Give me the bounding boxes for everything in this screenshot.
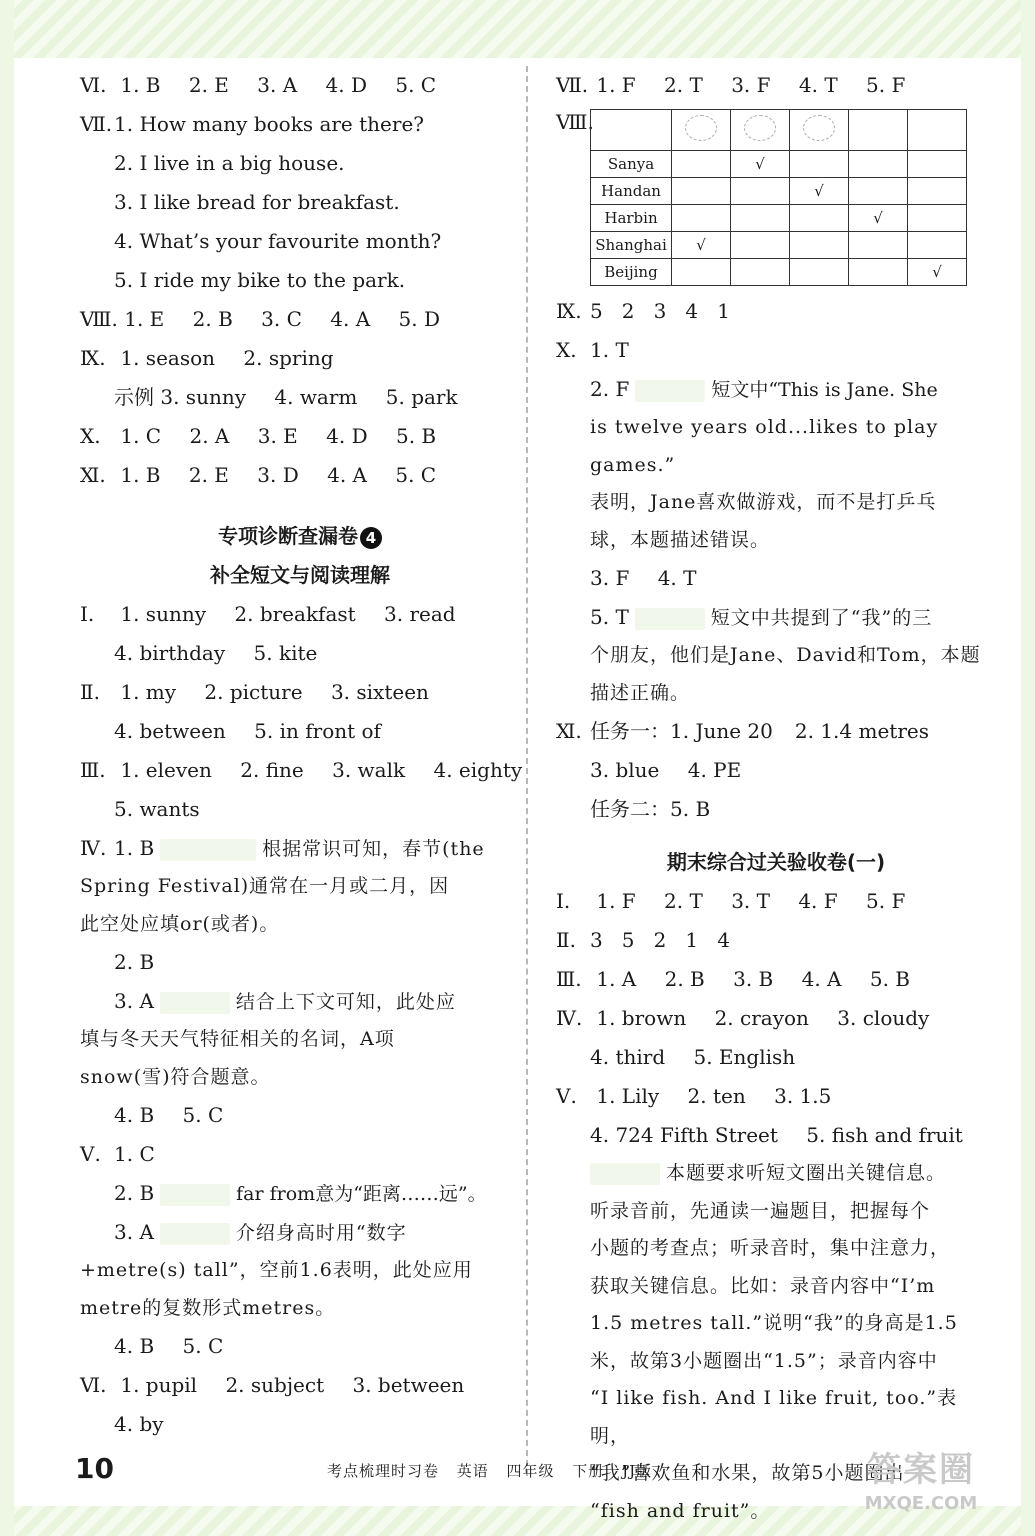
weather-table-header bbox=[591, 110, 967, 151]
explanation-line: +metre(s) tall”，空前1.6表明，此处应用 bbox=[80, 1259, 473, 1281]
city-cell: Shanghai bbox=[591, 232, 672, 259]
footer-book-title: 考点梳理时习卷 英语 四年级 下册 JJ版 bbox=[327, 1462, 653, 1480]
answer-row-vii-5: 5. I ride my bike to the park. bbox=[114, 268, 406, 292]
cloud-icon bbox=[685, 115, 717, 141]
answer-row-vii-3: 3. I like bread for breakfast. bbox=[114, 190, 400, 214]
answer-row-s5-q1: Ⅴ. 1. C bbox=[80, 1142, 155, 1166]
answer-row-s4-q1: Ⅳ. 1. B 根据常识可知，春节(the bbox=[80, 836, 485, 860]
explanation-line: 球，本题描述错误。 bbox=[590, 528, 771, 551]
analysis-tag bbox=[160, 1184, 230, 1206]
table-header-cell bbox=[908, 110, 967, 151]
table-row bbox=[591, 178, 967, 205]
check-mark: √ bbox=[696, 236, 706, 254]
answer-row-s5-q3: 3. A 介绍身高时用“数字 bbox=[114, 1220, 407, 1244]
explanation-line: snow(雪)符合题意。 bbox=[80, 1065, 271, 1088]
check-cell bbox=[849, 178, 908, 205]
check-cell bbox=[849, 205, 908, 232]
answer-row-p4-a: Ⅳ. 1. brown 2. crayon 3. cloudy bbox=[556, 1006, 930, 1030]
answer-row-r10-q2: 2. F 短文中“This is Jane. She bbox=[590, 377, 938, 401]
explanation-line: Spring Festival)通常在一月或二月，因 bbox=[80, 875, 450, 897]
explanation-line: “I like fish. And I like fruit, too.”表明， bbox=[590, 1387, 958, 1447]
page-border-top bbox=[0, 0, 1035, 58]
check-cell bbox=[672, 259, 731, 286]
table-header-cell bbox=[731, 110, 790, 151]
answer-row-ix-2: 示例 3. sunny 4. warm 5. park bbox=[114, 385, 458, 409]
answer-row-s4-q2: 2. B bbox=[114, 950, 155, 974]
check-cell bbox=[731, 178, 790, 205]
check-cell bbox=[849, 151, 908, 178]
check-cell bbox=[731, 205, 790, 232]
check-cell bbox=[790, 151, 849, 178]
column-divider bbox=[526, 66, 528, 1476]
analysis-tag bbox=[160, 839, 256, 861]
answer-row-s5-q45: 4. B 5. C bbox=[114, 1334, 224, 1358]
weather-table bbox=[590, 109, 967, 286]
check-cell bbox=[908, 205, 967, 232]
answer-row-s6-a: Ⅵ. 1. pupil 2. subject 3. between bbox=[80, 1373, 465, 1397]
check-cell bbox=[849, 259, 908, 286]
answer-row-ix-1: Ⅸ. 1. season 2. spring bbox=[80, 346, 334, 370]
answer-row-s5-q2: 2. B far from意为“距离……远”。 bbox=[114, 1181, 487, 1205]
analysis-tag bbox=[160, 1223, 230, 1245]
tip-tag bbox=[590, 1163, 660, 1185]
answer-row-vii-2: 2. I live in a big house. bbox=[114, 151, 345, 175]
explanation-line: 小题的考查点；听录音时，集中注意力， bbox=[590, 1237, 951, 1259]
city-cell: Sanya bbox=[591, 151, 672, 178]
table-row bbox=[591, 151, 967, 178]
answer-row-r9: Ⅸ. 5 2 3 4 1 bbox=[556, 299, 730, 323]
answer-row-vii-4: 4. What’s your favourite month? bbox=[114, 229, 442, 253]
check-cell bbox=[908, 232, 967, 259]
explanation-line: 表明，Jane喜欢做游戏，而不是打乒乓 bbox=[590, 491, 937, 513]
explanation-line: 听录音前，先通读一遍题目，把握每个 bbox=[590, 1199, 931, 1222]
answer-row-r11-task1: Ⅺ. 任务一：1. June 20 2. 1.4 metres bbox=[556, 719, 929, 743]
table-header-cell bbox=[849, 110, 908, 151]
answer-row-s1-b: 4. birthday 5. kite bbox=[114, 641, 318, 665]
sun-icon bbox=[744, 115, 776, 141]
city-cell: Beijing bbox=[591, 259, 672, 286]
section-title-diagnostic: 专项诊断查漏卷 4 bbox=[80, 517, 520, 556]
check-cell bbox=[731, 232, 790, 259]
table-corner-cell bbox=[591, 110, 672, 151]
city-cell: Harbin bbox=[591, 205, 672, 232]
check-cell bbox=[790, 232, 849, 259]
section-number-badge: 4 bbox=[360, 527, 382, 549]
page-number: 10 bbox=[75, 1452, 114, 1485]
answer-row-p1: Ⅰ. 1. F 2. T 3. T 4. F 5. F bbox=[556, 889, 906, 913]
check-cell bbox=[672, 151, 731, 178]
check-cell bbox=[790, 259, 849, 286]
check-cell bbox=[908, 178, 967, 205]
table-header-cell bbox=[790, 110, 849, 151]
check-cell bbox=[908, 259, 967, 286]
explanation-line: 米，故第3小题圈出“1.5”；录音内容中 bbox=[590, 1349, 938, 1372]
answer-row-r10-q5: 5. T 短文中共提到了“我”的三 bbox=[590, 605, 933, 629]
answer-row-xi: Ⅺ. 1. B 2. E 3. D 4. A 5. C bbox=[80, 463, 437, 487]
table-header-cell bbox=[672, 110, 731, 151]
page-border-left bbox=[0, 0, 14, 1536]
check-cell bbox=[672, 205, 731, 232]
explanation-line: “fish and fruit”。 bbox=[590, 1499, 771, 1522]
answer-row-r10-q34: 3. F 4. T bbox=[590, 566, 697, 590]
answer-row-s2-a: Ⅱ. 1. my 2. picture 3. sixteen bbox=[80, 680, 429, 704]
check-cell bbox=[672, 178, 731, 205]
answer-row-s1-a: Ⅰ. 1. sunny 2. breakfast 3. read bbox=[80, 602, 456, 626]
answer-row-x: Ⅹ. 1. C 2. A 3. E 4. D 5. B bbox=[80, 424, 437, 448]
explanation-line: 描述正确。 bbox=[590, 681, 691, 704]
answer-row-p3: Ⅲ. 1. A 2. B 3. B 4. A 5. B bbox=[556, 967, 910, 991]
answer-row-s6-b: 4. by bbox=[114, 1412, 164, 1436]
answer-row-r7: Ⅶ. 1. F 2. T 3. F 4. T 5. F bbox=[556, 73, 906, 97]
table-row bbox=[591, 232, 967, 259]
explanation-line: is twelve years old...likes to play games.” bbox=[590, 416, 939, 476]
analysis-tag bbox=[160, 992, 230, 1014]
analysis-tag bbox=[635, 380, 705, 402]
explanation-line: 此空处应填or(或者)。 bbox=[80, 912, 280, 935]
watermark-logo: 答案圈 MXQE.COM bbox=[864, 1450, 978, 1514]
answer-row-p2: Ⅱ. 3 5 2 1 4 bbox=[556, 928, 730, 952]
analysis-tag bbox=[635, 608, 705, 630]
answer-row-s3-a: Ⅲ. 1. eleven 2. fine 3. walk 4. eighty bbox=[80, 758, 523, 782]
explanation-line: 个朋友，他们是Jane、David和Tom，本题 bbox=[590, 644, 981, 666]
check-cell bbox=[908, 151, 967, 178]
wind-icon bbox=[803, 115, 835, 141]
explanation-line: “我”喜欢鱼和水果，故第5小题圈出 bbox=[590, 1462, 905, 1484]
check-cell bbox=[731, 259, 790, 286]
city-cell: Handan bbox=[591, 178, 672, 205]
explanation-line: metre的复数形式metres。 bbox=[80, 1296, 336, 1319]
check-cell bbox=[790, 205, 849, 232]
answer-row-r11-task2: 任务二：5. B bbox=[590, 797, 711, 821]
left-column bbox=[80, 66, 523, 1444]
page-border-right bbox=[1021, 0, 1035, 1536]
section-subtitle-reading: 补全短文与阅读理解 bbox=[210, 563, 390, 587]
check-cell bbox=[731, 151, 790, 178]
answer-row-viii: Ⅷ. 1. E 2. B 3. C 4. A 5. D bbox=[80, 307, 440, 331]
answer-row-vii-1: Ⅶ.1. How many books are there? bbox=[80, 112, 424, 136]
answer-row-vi: Ⅵ. 1. B 2. E 3. A 4. D 5. C bbox=[80, 73, 437, 97]
check-cell bbox=[849, 232, 908, 259]
section-title-final-exam: 期末综合过关验收卷(一) bbox=[666, 850, 886, 874]
check-cell bbox=[790, 178, 849, 205]
right-column bbox=[556, 66, 996, 1530]
answer-row-s2-b: 4. between 5. in front of bbox=[114, 719, 381, 743]
answer-row-p5-b: 4. 724 Fifth Street 5. fish and fruit bbox=[590, 1123, 963, 1147]
check-mark: √ bbox=[755, 155, 765, 173]
table-row bbox=[591, 259, 967, 286]
check-cell bbox=[672, 232, 731, 259]
answer-row-s4-q3: 3. A 结合上下文可知，此处应 bbox=[114, 989, 456, 1013]
answer-row-r10-q1: Ⅹ. 1. T bbox=[556, 338, 629, 362]
answer-row-s4-q45: 4. B 5. C bbox=[114, 1103, 224, 1127]
answer-row-r11-task1-b: 3. blue 4. PE bbox=[590, 758, 742, 782]
explanation-line: 本题要求听短文圈出关键信息。 bbox=[556, 1155, 996, 1193]
answer-row-s3-b: 5. wants bbox=[114, 797, 200, 821]
check-mark: √ bbox=[873, 209, 883, 227]
answer-row-p4-b: 4. third 5. English bbox=[590, 1045, 796, 1069]
answer-row-p5-a: Ⅴ. 1. Lily 2. ten 3. 1.5 bbox=[556, 1084, 832, 1108]
weather-table-block: Ⅷ. Sanya √ Handan √ Harbin √ Shanghai √ Beijing √ bbox=[556, 109, 996, 286]
check-mark: √ bbox=[814, 182, 824, 200]
explanation-line: 填与冬天天气特征相关的名词，A项 bbox=[80, 1028, 395, 1050]
table-row bbox=[591, 205, 967, 232]
check-mark: √ bbox=[932, 263, 942, 281]
explanation-line: 1.5 metres tall.”说明“我”的身高是1.5 bbox=[590, 1312, 958, 1334]
explanation-line: 获取关键信息。比如：录音内容中“I’m bbox=[590, 1274, 936, 1297]
